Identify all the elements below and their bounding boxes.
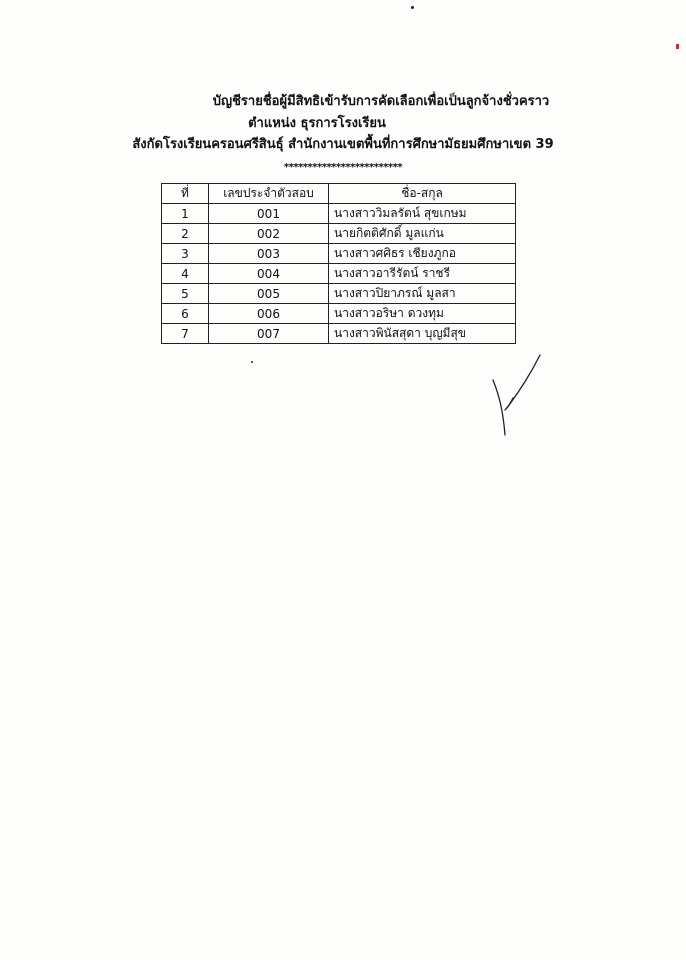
row-no: 7 [162,324,209,344]
row-no: 3 [162,244,209,264]
table-row [162,204,516,224]
signature [485,350,545,440]
row-name: นางสาวพินัสสุดา บุญมีสุข [329,324,516,344]
stray-mark [676,44,679,49]
row-no: 1 [162,204,209,224]
row-no: 6 [162,304,209,324]
row-name: นางสาวอารีรัตน์ ราชรี [329,264,516,284]
stray-dot [411,6,414,9]
row-exam-id: 003 [209,244,329,264]
row-name: นางสาววิมลรัตน์ สุขเกษม [329,204,516,224]
row-exam-id: 007 [209,324,329,344]
row-no: 2 [162,224,209,244]
table-row [162,284,516,304]
header-no: ที่ [162,184,209,204]
table-row [162,244,516,264]
stray-dot [251,361,253,363]
row-exam-id: 001 [209,204,329,224]
row-no: 5 [162,284,209,304]
table-header-row [162,184,516,204]
row-name: นายกิตติศักดิ์ มูลแก่น [329,224,516,244]
row-no: 4 [162,264,209,284]
title-line-2: ตำแหน่ง ธุรการโรงเรียน [248,116,386,131]
row-exam-id: 002 [209,224,329,244]
row-name: นางสาวปิยาภรณ์ มูลสา [329,284,516,304]
title-line-3: สังกัดโรงเรียนครอนศรีสินธุ์ สำนักงานเขตพื้นที่การศึกษามัธยมศึกษาเขต 39 [132,137,554,152]
row-name: นางสาวศศิธร เชียงภูกอ [329,244,516,264]
row-name: นางสาวอริษา ดวงทุม [329,304,516,324]
table-row [162,224,516,244]
table-row [162,324,516,344]
row-exam-id: 004 [209,264,329,284]
table-row [162,264,516,284]
title-line-1: บัญชีรายชื่อผู้มีสิทธิเข้ารับการคัดเลือกเพื่อเป็นลูกจ้างชั่วคราว [212,94,550,109]
candidate-table [161,183,516,344]
separator: ************************* [283,162,403,173]
row-exam-id: 005 [209,284,329,304]
header-name: ชื่อ-สกุล [329,184,516,204]
header-exam-id: เลขประจำตัวสอบ [209,184,329,204]
row-exam-id: 006 [209,304,329,324]
table-row [162,304,516,324]
